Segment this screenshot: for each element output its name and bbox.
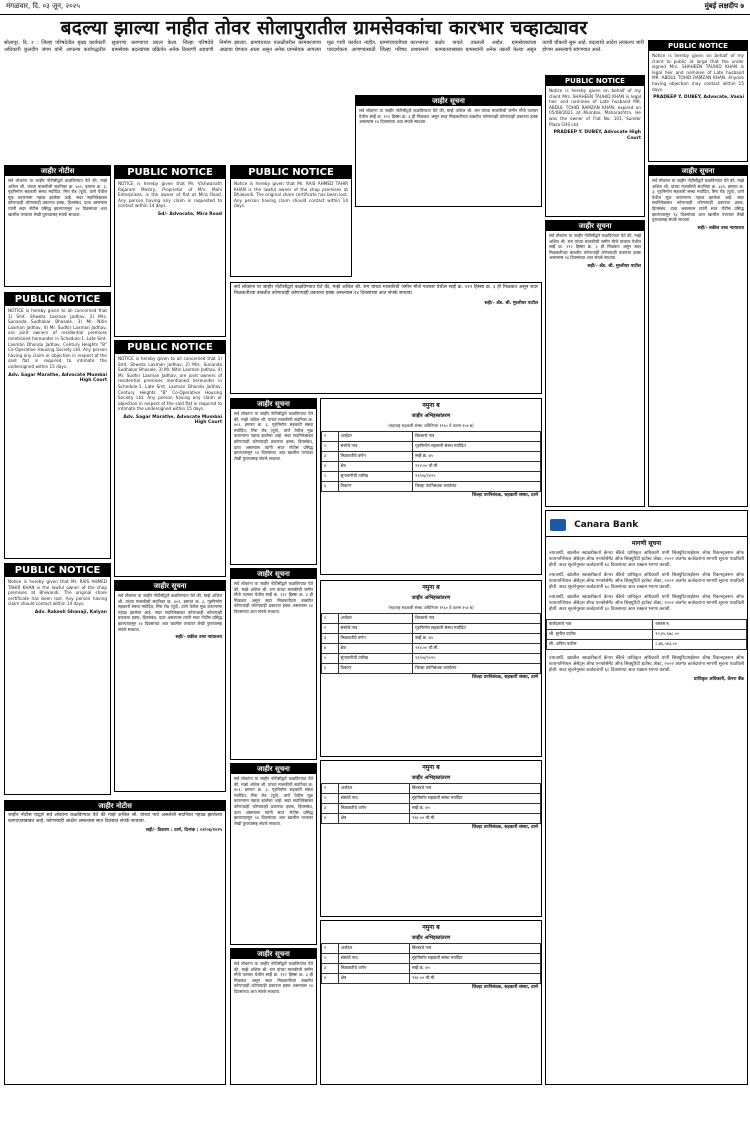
table-row: ३ मिळकतीचे वर्णन सर्व्हे क्र. ७५	[322, 964, 541, 974]
public-notice-col2-2	[114, 340, 226, 577]
public-notice-box-2	[545, 75, 645, 217]
table-row: ६ ठिकाण जिल्हा उपनिबंधक कार्यालय	[322, 482, 541, 492]
notice-signature: सही/- वकील उच्च न्यायालय	[697, 225, 744, 231]
form-subheading: जाहीर अभिहस्तांतरण	[411, 413, 451, 419]
table-row: १ अर्जदार बिल्डरचे नाव	[322, 614, 541, 624]
bank-notice-text-4: ज्याअर्थी, खालील स्वाक्षरीकर्ता कॅनरा बँकेचे प्राधिकृत अधिकारी यांनी सिक्युरिटायझेशन ॲण्ड रिकन्स्ट्रक्शन ऑफ फायनान्शियल ॲसेट्स ॲण्ड एनफोर्समेंट ऑफ सिक्युरिटी इंटरेस्ट ॲक्ट, २००२ अंतर्गत कर्जदारांना मागणी सूचना पाठविली होती. सदर सूचनेनुसार कर्जदारांनी ६० दिवसांच्या आत रक्कम भरणा करावी.	[549, 656, 744, 673]
table-row: ४ क्षेत्र २२४.०० चौ.मी.	[322, 974, 541, 984]
page-number: ७	[740, 2, 744, 10]
form-table	[321, 943, 541, 984]
notice-text: Notice is hereby given that Mr. RAIS AHMED TAHIR KHAN is the lawful owner of the shop premises at Bhiwandi. The original share certificate has been lost. Any person having claim should contact within 14 days.	[234, 181, 348, 209]
notice-text: सर्व लोकांना या जाहीर नोटीसीद्वारे कळविण्यात येते की, माझे अशिल श्री. राम यांच्या मालकीची जमीन मौजे पालघर येथील सर्व्हे क्र. ११२ हिस्सा क्र. ३ ही मिळकत असून सदर मिळकतीच्या बाबतीत कोणाचाही कोणत्याही प्रकारचा हक्क असल्यास १४ दिवसांच्या आत संपर्क साधावा.	[359, 108, 538, 125]
public-notice-col2-1	[114, 165, 226, 337]
notice-text: सर्व लोकांना या जाहीर नोटीसीद्वारे कळविण्यात येते की, माझे अशिल श्री. यांच्या मालकीची सदनिका क्र. ४०१, इमारत क्र. ३, गृहनिर्माण सहकारी संस्था मर्यादित, मिरा रोड (पूर्व), ठाणे येथील मूळ करारनामा गहाळ झालेला आहे. सदर सदनिकेबाबत कोणाचाही कोणत्याही प्रकारचा हक्क, हितसंबंध, दावा असल्यास त्यांनी सदर नोटीस प्रसिद्ध झाल्यापासून १४ दिवसांच्या आत खालील पत्त्यावर लेखी पुराव्यासह संपर्क साधावा.	[234, 411, 313, 461]
table-row: १ अर्जदार बिल्डरचे नाव	[322, 432, 541, 442]
bank-notice-text-3: ज्याअर्थी, खालील स्वाक्षरीकर्ता कॅनरा बँकेचे प्राधिकृत अधिकारी यांनी सिक्युरिटायझेशन ॲण्ड रिकन्स्ट्रक्शन ऑफ फायनान्शियल ॲसेट्स ॲण्ड एनफोर्समेंट ऑफ सिक्युरिटी इंटरेस्ट ॲक्ट, २००२ अंतर्गत कर्जदारांना मागणी सूचना पाठविली होती. सदर सूचनेनुसार कर्जदारांनी ६० दिवसांच्या आत रक्कम भरणा करावी.	[549, 595, 744, 612]
table-row: २ संस्थेचे नाव गृहनिर्माण सहकारी संस्था मर्यादित	[322, 954, 541, 964]
jahir-suchana-right	[648, 165, 748, 507]
form-subheading: जाहीर अभिहस्तांतरण	[411, 595, 451, 601]
jahir-notice-heading: जाहीर नोटीस	[5, 801, 225, 811]
notice-text: सर्व लोकांना या जाहीर नोटीसीद्वारे कळविण्यात येते की, माझे अशिल श्री. यांच्या मालकीची सदनिका क्र. ४०१, इमारत क्र. ३, गृहनिर्माण सहकारी संस्था मर्यादित, मिरा रोड (पूर्व), ठाणे येथील मूळ करारनामा गहाळ झालेला आहे. सदर सदनिकेबाबत कोणाचाही कोणत्याही प्रकारचा हक्क, हितसंबंध, दावा असल्यास त्यांनी सदर नोटीस प्रसिद्ध झाल्यापासून १४ दिवसांच्या आत खालील पत्त्यावर लेखी पुराव्यासह संपर्क साधावा.	[652, 178, 744, 223]
table-row: सौ. अनिता पाटील ८,७६,५४३.००	[547, 640, 747, 650]
form-signature: जिल्हा उपनिबंधक, सहकारी संस्था, ठाणे	[472, 825, 538, 830]
notice-text: सर्व लोकांना या जाहीर नोटीसीद्वारे कळविण्यात येते की, माझे अशिल श्री. राम यांच्या मालकीची जमीन मौजे पालघर येथील सर्व्हे क्र. ११२ हिस्सा क्र. ३ ही मिळकत असून सदर मिळकतीच्या बाबतीत कोणाचाही कोणत्याही प्रकारचा हक्क असल्यास १४ दिवसांच्या आत संपर्क साधावा.	[234, 961, 313, 994]
jahir-suchana-mid-1	[230, 398, 317, 565]
table-row: कर्जदाराचे नाव रक्कम रु.	[547, 620, 747, 630]
table-row: २ संस्थेचे नाव गृहनिर्माण सहकारी संस्था मर्यादित	[322, 442, 541, 452]
public-notice-heading: PUBLIC NOTICE	[5, 564, 110, 577]
jahir-suchana-heading: जाहीर सूचना	[649, 166, 747, 176]
jahir-suchana-2	[545, 220, 645, 507]
notice-text: NOTICE is hereby given to all concerned that 1) Smt. Shweta Laxman Jadhav, 2) Mrs. Sunanda Sudhakar Bhosale, 3) Mr. Nitin Laxman Jadhav, 4) Mr. Sudhir Laxman Jadhav, are joint owners of residential premises mentioned hereunder in Schedule-1. Late Smt. Laxman Dhondu Jadhav, Century Heights "B" Co-Operative Housing Society Ltd. Any person having any claim or objection in respect of the said flat is required to intimate the undersigned within 15 days.	[8, 308, 107, 369]
notice-text: NOTICE is hereby given to all concerned that 1) Smt. Shweta Laxman Jadhav, 2) Mrs. Sunanda Sudhakar Bhosale, 3) Mr. Nitin Laxman Jadhav, 4) Mr. Sudhir Laxman Jadhav, are joint owners of residential premises mentioned hereunder in Schedule-1. Late Smt. Laxman Dhondu Jadhav, Century Heights "B" Co-Operative Housing Society Ltd. Any person having any claim or objection in respect of the said flat is required to intimate the undersigned within 15 days.	[118, 356, 222, 412]
form-signature: जिल्हा उपनिबंधक, सहकारी संस्था, ठाणे	[472, 985, 538, 990]
notice-text: सर्व लोकांना या जाहीर नोटीसीद्वारे कळविण्यात येते की, माझे अशिल श्री. राम यांच्या मालकीची जमीन मौजे पालघर येथील सर्व्हे क्र. ११२ हिस्सा क्र. ३ ही मिळकत असून सदर मिळकतीच्या बाबतीत कोणाचाही कोणत्याही प्रकारचा हक्क असल्यास १४ दिवसांच्या आत संपर्क साधावा.	[234, 581, 313, 614]
central-notice	[230, 282, 542, 394]
notice-text: Notice is hereby given on behalf of my client to public at large that the under signed Mrs. SHAHEEN TAUHID KHAN is legal heir and nominee of Late husband MR. ABDUL TOHID RAMZAN KHAN. Anyone having objection may contact within 15 days.	[652, 53, 744, 92]
public-notice-heading: PUBLIC NOTICE	[115, 341, 225, 354]
jahir-suchana-col2	[114, 580, 226, 792]
public-notice-heading: PUBLIC NOTICE	[5, 293, 110, 306]
form-b-notice-4	[320, 920, 542, 1085]
public-notice-heading: PUBLIC NOTICE	[546, 76, 644, 86]
jahir-suchana-heading: जाहीर सूचना	[546, 221, 644, 231]
jahir-notice-heading: जाहीर नोटीस	[5, 166, 110, 176]
notice-text: सर्व लोकांना या जाहीर नोटीसीद्वारे कळविण्यात येते की, माझे अशिल श्री. राम यांच्या मालकीची जमीन मौजे पालघर येथील सर्व्हे क्र. ११२ हिस्सा क्र. ३ ही मिळकत असून सदर मिळकतीच्या बाबतीत कोणाचाही कोणत्याही प्रकारचा हक्क असल्यास १४ दिवसांच्या आत संपर्क साधावा.	[234, 285, 538, 297]
form-signature: जिल्हा उपनिबंधक, सहकारी संस्था, ठाणे	[472, 493, 538, 498]
jahir-suchana-heading: जाहीर सूचना	[356, 96, 541, 106]
jahir-suchana-mid-2	[230, 568, 317, 760]
notice-signature: PRADEEP Y. DUBEY, Advocate, Vasai	[653, 95, 744, 101]
table-row: ६ ठिकाण जिल्हा उपनिबंधक कार्यालय	[322, 664, 541, 674]
jahir-suchana-heading: जाहीर सूचना	[231, 764, 316, 774]
form-b-notice-2	[320, 580, 542, 757]
notice-signature: सही/- ॲड. श्री. मुरलीधर पाटील	[587, 263, 641, 269]
jahir-suchana-heading: जाहीर सूचना	[115, 581, 225, 591]
form-b-notice-3	[320, 760, 542, 917]
notice-signature: Sd/- Advocate, Mira Road	[157, 211, 222, 217]
notice-signature: PRADEEP Y. DUBEY, Advocate High Court	[553, 130, 641, 141]
jahir-suchana-heading: जाहीर सूचना	[231, 399, 316, 409]
jahir-suchana-heading: जाहीर सूचना	[231, 949, 316, 959]
notice-text: सर्व लोकांना या जाहीर नोटीसीद्वारे कळविण्यात येते की, माझे अशिल श्री. यांच्या मालकीची सदनिका क्र. ४०१, इमारत क्र. ३, गृहनिर्माण सहकारी संस्था मर्यादित, मिरा रोड (पूर्व), ठाणे येथील मूळ करारनामा गहाळ झालेला आहे. सदर सदनिकेबाबत कोणाचाही कोणत्याही प्रकारचा हक्क, हितसंबंध, दावा असल्यास त्यांनी सदर नोटीस प्रसिद्ध झाल्यापासून १४ दिवसांच्या आत खालील पत्त्यावर लेखी पुराव्यासह संपर्क साधावा.	[8, 178, 107, 217]
headline: बदल्या झाल्या नाहीत तोवर सोलापुरातील ग्रामसेवकांचा कारभार चव्हाट्यावर	[60, 17, 588, 39]
canara-bank-notice	[545, 510, 748, 1085]
notice-text: Notice is hereby given that Mr. RAIS AHMED TAHIR KHAN is the lawful owner of the shop premises at Bhiwandi. The original share certificate has been lost. Any person having claim should contact within 14 days.	[8, 579, 107, 607]
notice-signature: Adv. Sagar Marathe, Advocate Mumbai High Court	[123, 414, 222, 426]
form-b-notice-1	[320, 398, 542, 575]
form-act: (महाराष्ट्र सहकारी संस्था अधिनियम १९६० चे कलम १५४ ब)	[388, 605, 474, 610]
table-row: ३ मिळकतीचे वर्णन सर्व्हे क्र. ७५	[322, 452, 541, 462]
public-notice-col3	[230, 165, 352, 277]
form-table	[321, 613, 541, 674]
notice-text: Notice is hereby given on behalf of my client Mrs. SHAHEEN TAUHID KHAN is legal heir and nominee of Late husband MR. ABDUL TOHID RAMZAN KHAN, expired on 05/08/2021 at Mumbai, Maharashtra. He was the owner of Flat No. 101, Sunder Plaza CHS Ltd.	[549, 88, 641, 127]
date-line: मंगळवार, दि. ०३ जून, २०२५	[6, 2, 81, 10]
bank-header	[546, 511, 747, 537]
jahir-suchana-mid-3	[230, 763, 317, 945]
form-signature: जिल्हा उपनिबंधक, सहकारी संस्था, ठाणे	[472, 675, 538, 680]
table-row: २ संस्थेचे नाव गृहनिर्माण सहकारी संस्था मर्यादित	[322, 794, 541, 804]
table-row: ३ मिळकतीचे वर्णन सर्व्हे क्र. ७५	[322, 634, 541, 644]
notice-text: सर्व लोकांना या जाहीर नोटीसीद्वारे कळविण्यात येते की, माझे अशिल श्री. यांच्या मालकीची सदनिका क्र. ४०१, इमारत क्र. ३, गृहनिर्माण सहकारी संस्था मर्यादित, मिरा रोड (पूर्व), ठाणे येथील मूळ करारनामा गहाळ झालेला आहे. सदर सदनिकेबाबत कोणाचाही कोणत्याही प्रकारचा हक्क, हितसंबंध, दावा असल्यास त्यांनी सदर नोटीस प्रसिद्ध झाल्यापासून १४ दिवसांच्या आत खालील पत्त्यावर लेखी पुराव्यासह संपर्क साधावा.	[234, 776, 313, 826]
form-table	[321, 783, 541, 824]
table-row: श्री. सुनील पाटील १२,४५,६७८.००	[547, 630, 747, 640]
bank-notice-title: मागणी सूचना	[631, 540, 662, 547]
masthead	[0, 0, 750, 15]
notice-text: सर्व लोकांना या जाहीर नोटीसीद्वारे कळविण्यात येते की, माझे अशिल श्री. राम यांच्या मालकीची जमीन मौजे पालघर येथील सर्व्हे क्र. ११२ हिस्सा क्र. ३ ही मिळकत असून सदर मिळकतीच्या बाबतीत कोणाचाही कोणत्याही प्रकारचा हक्क असल्यास १४ दिवसांच्या आत संपर्क साधावा.	[549, 233, 641, 261]
public-notice-left-1	[4, 292, 111, 559]
jahir-suchana-col4	[355, 95, 542, 207]
form-heading: नमुना ब	[422, 924, 440, 931]
table-row: ५ सुनावणीची तारीख १२/०६/२०२५	[322, 654, 541, 664]
table-row: ३ मिळकतीचे वर्णन सर्व्हे क्र. ७५	[322, 804, 541, 814]
bank-notice-text: ज्याअर्थी, खालील स्वाक्षरीकर्ता कॅनरा बँकेचे प्राधिकृत अधिकारी यांनी सिक्युरिटायझेशन ॲण्ड रिकन्स्ट्रक्शन ऑफ फायनान्शियल ॲसेट्स ॲण्ड एनफोर्समेंट ऑफ सिक्युरिटी इंटरेस्ट ॲक्ट, २००२ अंतर्गत कर्जदारांना मागणी सूचना पाठविली होती. सदर सूचनेनुसार कर्जदारांनी ६० दिवसांच्या आत रक्कम भरणा करावी.	[549, 551, 744, 568]
table-row: १ अर्जदार बिल्डरचे नाव	[322, 784, 541, 794]
form-heading: नमुना ब	[422, 764, 440, 771]
notice-signature: सही/- ठिकाण : ठाणे, दिनांक : ०२/०६/२०२५	[145, 828, 222, 834]
bank-name: Canara Bank	[574, 519, 639, 530]
table-row: ४ क्षेत्र २२४.०० चौ.मी.	[322, 462, 541, 472]
table-row: ४ क्षेत्र २२४.०० चौ.मी.	[322, 644, 541, 654]
form-heading: नमुना ब	[422, 402, 440, 409]
notice-signature: सही/- वकील उच्च न्यायालय	[175, 635, 222, 641]
form-table	[321, 431, 541, 492]
public-notice-heading: PUBLIC NOTICE	[649, 41, 747, 51]
bank-notice-text-2: ज्याअर्थी, खालील स्वाक्षरीकर्ता कॅनरा बँकेचे प्राधिकृत अधिकारी यांनी सिक्युरिटायझेशन ॲण्ड रिकन्स्ट्रक्शन ऑफ फायनान्शियल ॲसेट्स ॲण्ड एनफोर्समेंट ऑफ सिक्युरिटी इंटरेस्ट ॲक्ट, २००२ अंतर्गत कर्जदारांना मागणी सूचना पाठविली होती. सदर सूचनेनुसार कर्जदारांनी ६० दिवसांच्या आत रक्कम भरणा करावी.	[549, 573, 744, 590]
canara-bank-logo-icon	[550, 519, 566, 531]
jahir-notice-bottom-left	[4, 800, 226, 1085]
notice-signature: Adv. Rakesh Ghanaji, Kalyan	[34, 609, 107, 615]
public-notice-heading: PUBLIC NOTICE	[231, 166, 351, 179]
notice-text: NOTICE is hereby given that Mr. Vishwanath Rajaram Mestry, Proprietor of M/s. Mahi Enterprises, is the owner of flat at Mira Road. Any person having any claim is requested to contact within 14 days.	[118, 181, 222, 209]
bank-table	[546, 619, 747, 650]
form-heading: नमुना ब	[422, 584, 440, 591]
table-row: २ संस्थेचे नाव गृहनिर्माण सहकारी संस्था मर्यादित	[322, 624, 541, 634]
public-notice-heading: PUBLIC NOTICE	[115, 166, 225, 179]
public-notice-left-2	[4, 563, 111, 795]
table-row: ५ सुनावणीची तारीख १२/०६/२०२५	[322, 472, 541, 482]
jahir-suchana-mid-4	[230, 948, 317, 1085]
jahir-notice-left	[4, 165, 111, 287]
paper-name: मुंबई लक्षदीप ७	[704, 2, 744, 10]
table-row: ४ क्षेत्र २२४.०० चौ.मी.	[322, 814, 541, 824]
lead-story: सोलापूर, दि. २ : जिल्हा परिषदेतील मुख्य कार्यकारी अधिकारी कुलदीप जंगम यांनी आपल्या कार्यपद्धतीत सुधारणा करण्याचा प्रयत्न केला. जिल्हा परिषदेचे ग्रामसेवक बदल्यांच्या प्रक्रियेत अनेक ठिकाणी अडचणी निर्माण झाल्या. ग्रामपंचायत पातळीवरील कामकाजाचा आढावा घेण्यात आला असून अनेक ग्रामसेवक आपल्या मूळ गावी कार्यरत नाहीत. ग्रामपंचायतीच्या कारभारात पारदर्शकता आणण्यासाठी जिल्हा परिषद प्रशासनाने कठोर पावले उचलली आहेत. ग्रामसेवकांच्या कामकाजाबाबत ग्रामस्थांनी अनेक तक्रारी केल्या असून त्याची चौकशी सुरू आहे. बदल्यांचे आदेश लवकरच जारी होणार असल्याचे सांगण्यात आले.	[4, 40, 644, 53]
form-subheading: जाहीर अभिहस्तांतरण	[411, 935, 451, 941]
notice-text: सर्व लोकांना या जाहीर नोटीसीद्वारे कळविण्यात येते की, माझे अशिल श्री. यांच्या मालकीची सदनिका क्र. ४०१, इमारत क्र. ३, गृहनिर्माण सहकारी संस्था मर्यादित, मिरा रोड (पूर्व), ठाणे येथील मूळ करारनामा गहाळ झालेला आहे. सदर सदनिकेबाबत कोणाचाही कोणत्याही प्रकारचा हक्क, हितसंबंध, दावा असल्यास त्यांनी सदर नोटीस प्रसिद्ध झाल्यापासून १४ दिवसांच्या आत खालील पत्त्यावर लेखी पुराव्यासह संपर्क साधावा.	[118, 593, 222, 632]
form-act: (महाराष्ट्र सहकारी संस्था अधिनियम १९६० चे कलम १५४ ब)	[388, 423, 474, 428]
table-row: १ अर्जदार बिल्डरचे नाव	[322, 944, 541, 954]
notice-text: जाहीर नोटीस याद्वारे सर्व लोकांना कळविण्यात येते की माझे अशिल श्री. यांच्या नावे असलेली सदनिका गहाळ झालेल्या कागदपत्रांबाबत आहे. कोणाचाही आक्षेप असल्यास सात दिवसांत संपर्क साधावा.	[8, 813, 222, 825]
jahir-suchana-heading: जाहीर सूचना	[231, 569, 316, 579]
notice-signature: Adv. Sagar Marathe, Advocate Mumbai High Court	[8, 372, 107, 384]
form-subheading: जाहीर अभिहस्तांतरण	[411, 775, 451, 781]
notice-signature: सही/- ॲड. श्री. मुरलीधर पाटील	[484, 300, 538, 306]
public-notice-box-top-right	[648, 40, 748, 162]
bank-signature: प्राधिकृत अधिकारी, कॅनरा बँक	[693, 677, 744, 682]
